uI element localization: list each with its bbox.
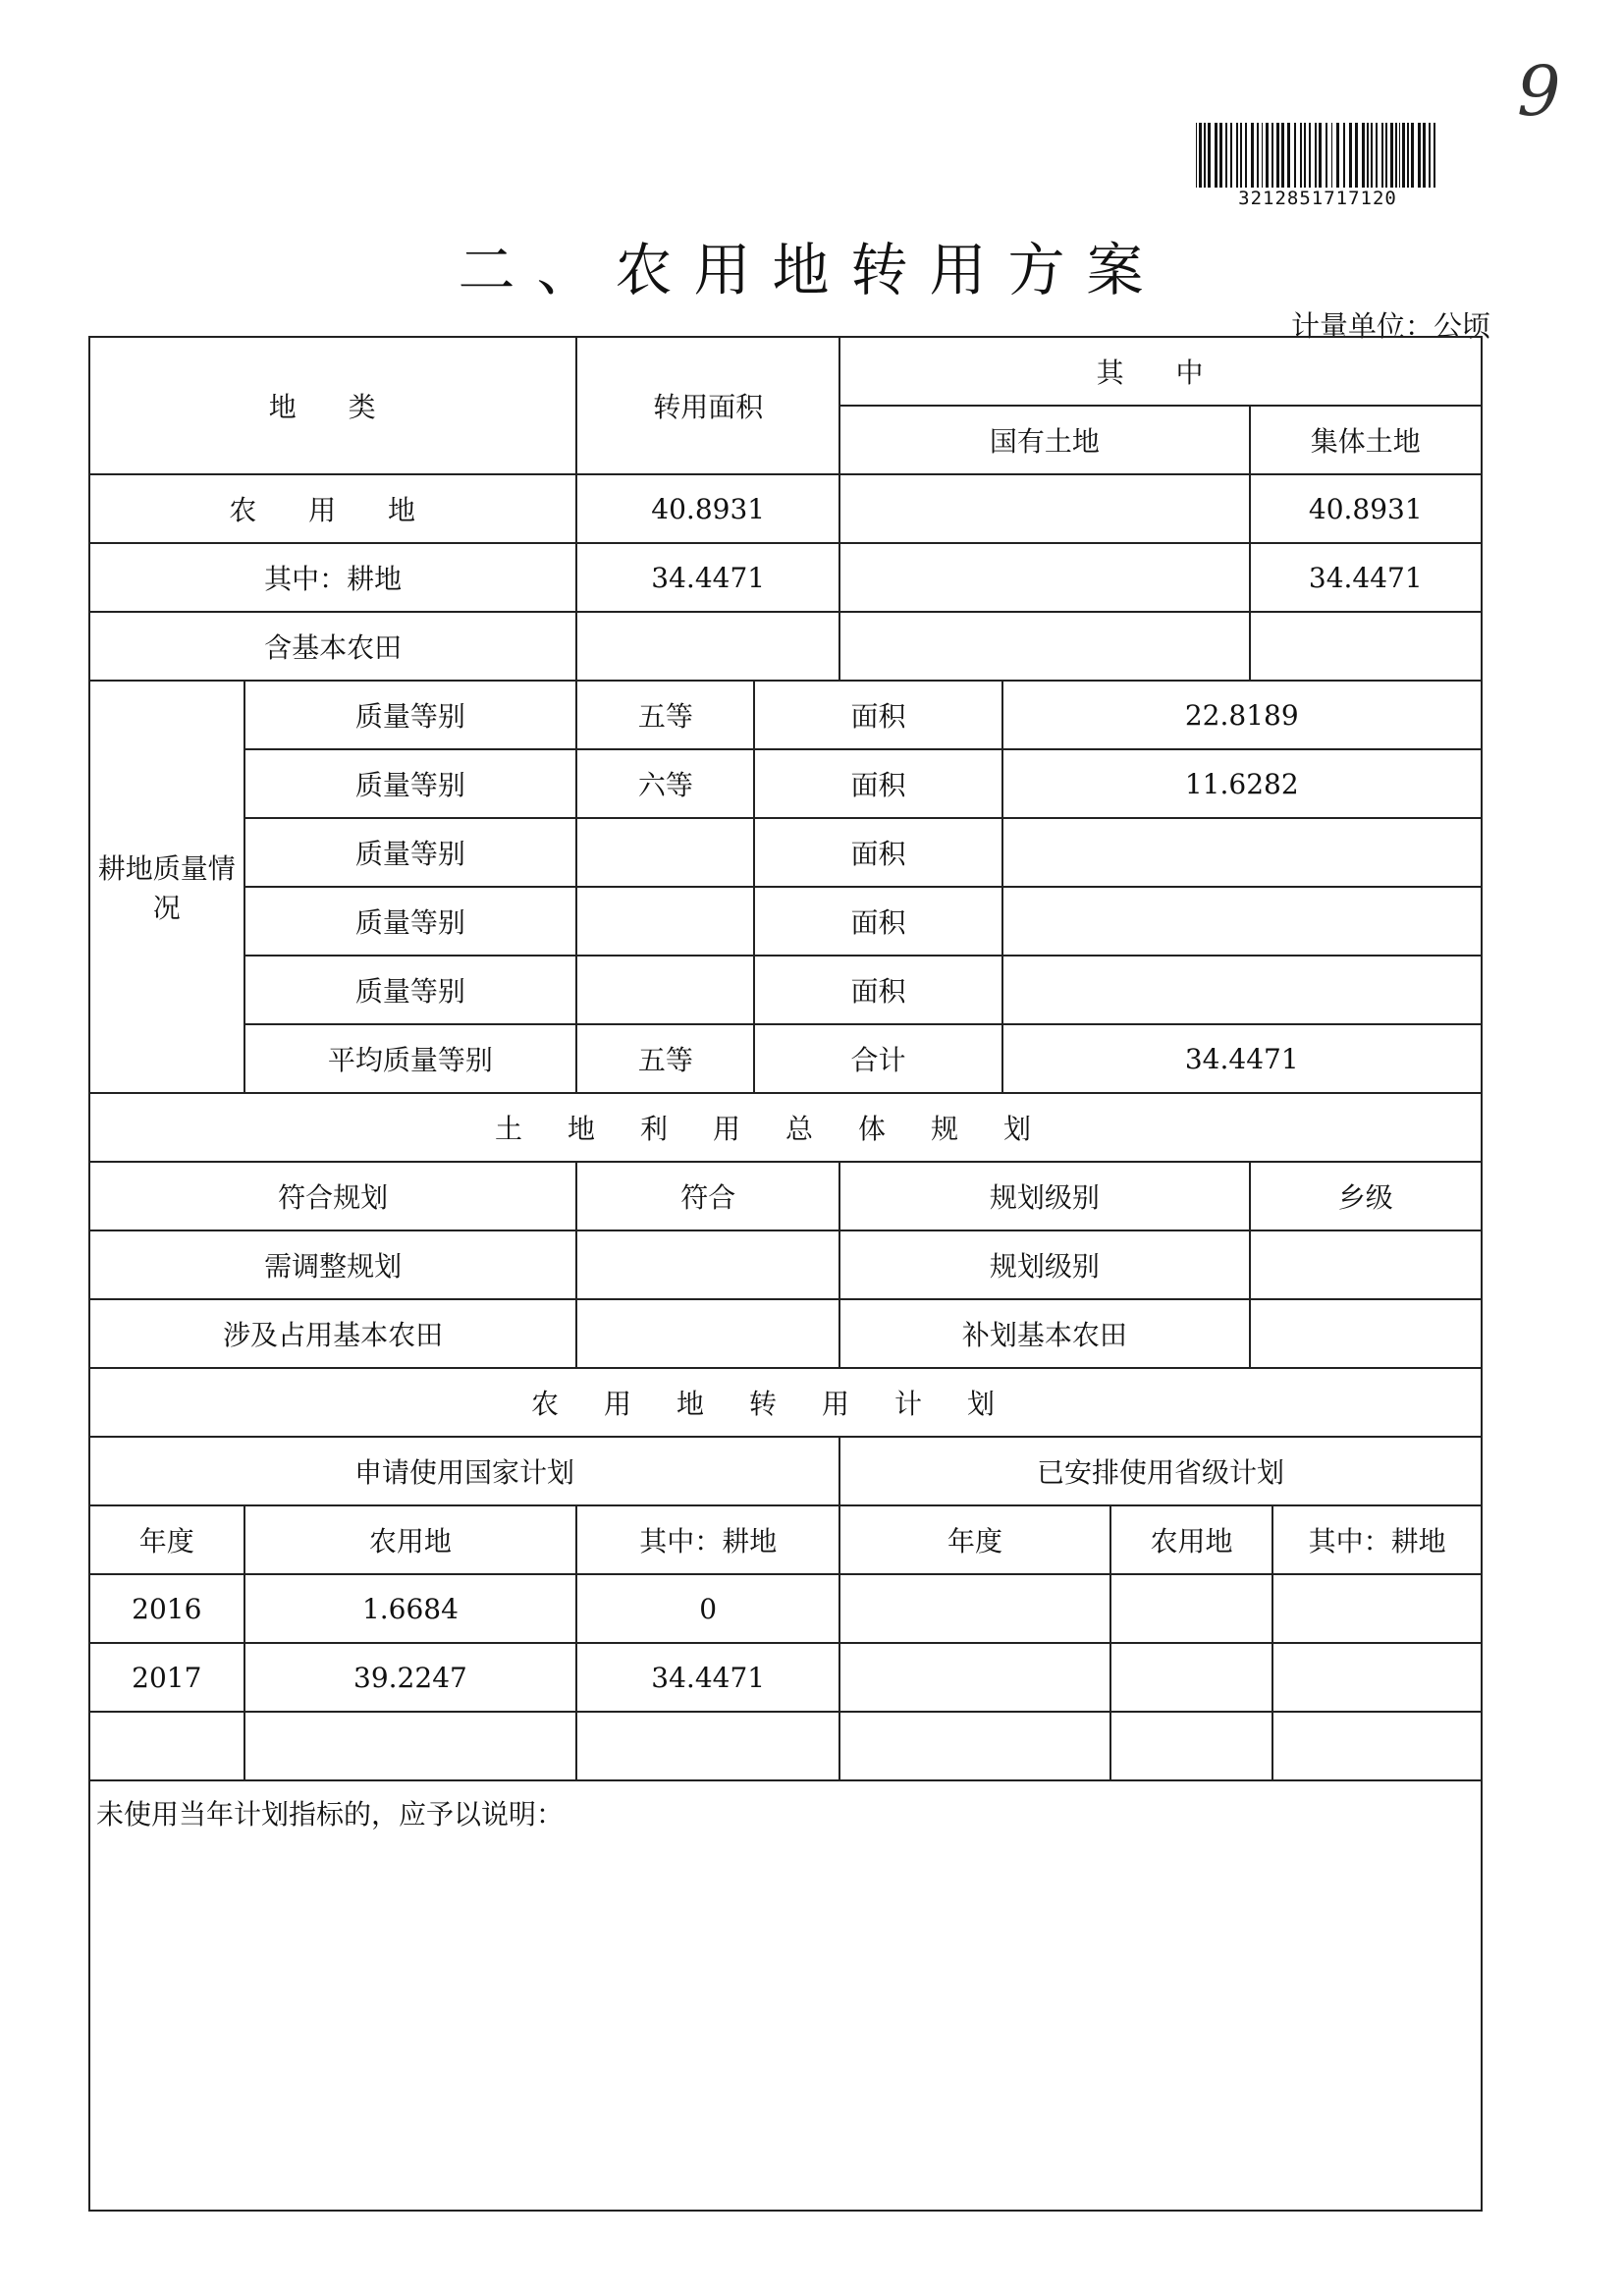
planning-level-label: 规划级别 — [839, 1162, 1249, 1230]
plan-year — [89, 1712, 244, 1780]
col-p-year: 年度 — [839, 1505, 1110, 1574]
row-agri-state — [839, 474, 1249, 543]
plan-arable — [576, 1712, 839, 1780]
plan-year: 2017 — [89, 1643, 244, 1712]
barcode-bar — [1367, 123, 1369, 188]
plan-p-year — [839, 1643, 1110, 1712]
quality-area-value: 11.6282 — [1002, 749, 1482, 818]
barcode-bar — [1371, 123, 1373, 188]
barcode-bar — [1399, 123, 1400, 188]
page-number: 9 — [1517, 51, 1561, 132]
barcode-bar — [1362, 123, 1365, 188]
header-land-type: 地 类 — [89, 337, 576, 474]
row-arable-state — [839, 543, 1249, 612]
note-text: 未使用当年计划指标的，应予以说明： — [96, 1798, 565, 1831]
barcode-bar — [1300, 123, 1302, 188]
plan-p-agri — [1110, 1712, 1272, 1780]
plan-agri: 39.2247 — [244, 1643, 577, 1712]
planning-adjust-value — [576, 1230, 839, 1299]
barcode-bar — [1294, 123, 1296, 188]
barcode-bar — [1219, 123, 1222, 188]
barcode-bar — [1418, 123, 1421, 188]
quality-total-value: 34.4471 — [1002, 1024, 1482, 1093]
row-basic-area — [576, 612, 839, 681]
header-collective-land: 集体土地 — [1250, 406, 1482, 474]
barcode-bar — [1343, 123, 1345, 188]
barcode-bar — [1208, 123, 1211, 188]
barcode-bar — [1411, 123, 1414, 188]
col-p-arable: 其中：耕地 — [1272, 1505, 1482, 1574]
barcode-bar — [1434, 123, 1435, 188]
plan-p-arable — [1272, 1643, 1482, 1712]
barcode-bar — [1331, 123, 1332, 188]
barcode-bar — [1257, 123, 1259, 188]
planning-adjust-label: 需调整规划 — [89, 1230, 576, 1299]
barcode-bar — [1381, 123, 1383, 188]
conversion-table — [88, 336, 1483, 2212]
planning-occupy-label: 涉及占用基本农田 — [89, 1299, 576, 1368]
barcode-bar — [1236, 123, 1238, 188]
header-converted-area: 转用面积 — [576, 337, 839, 474]
row-basic-collective — [1250, 612, 1482, 681]
barcode-bar — [1196, 123, 1197, 188]
quality-area-value: 22.8189 — [1002, 681, 1482, 749]
quality-area-value — [1002, 887, 1482, 956]
quality-grade-label: 质量等别 — [244, 749, 577, 818]
planning-conform-label: 符合规划 — [89, 1162, 576, 1230]
plan-p-agri — [1110, 1574, 1272, 1643]
quality-avg-label: 平均质量等别 — [244, 1024, 577, 1093]
plan-p-arable — [1272, 1574, 1482, 1643]
barcode-bar — [1390, 123, 1393, 188]
plan-p-arable — [1272, 1712, 1482, 1780]
barcode-bar — [1245, 123, 1247, 188]
col-p-agri: 农用地 — [1110, 1505, 1272, 1574]
row-arable-collective: 34.4471 — [1250, 543, 1482, 612]
quality-grade-value — [576, 956, 754, 1024]
quality-grade-label: 质量等别 — [244, 818, 577, 887]
barcode-bar — [1407, 123, 1409, 188]
barcode-bar — [1199, 123, 1202, 188]
provincial-plan-label: 已安排使用省级计划 — [839, 1437, 1482, 1505]
barcode-bar — [1423, 123, 1426, 188]
quality-grade-value — [576, 818, 754, 887]
quality-area-label: 面积 — [754, 956, 1001, 1024]
national-plan-label: 申请使用国家计划 — [89, 1437, 839, 1505]
quality-label: 耕地质量情况 — [89, 681, 244, 1093]
plan-year: 2016 — [89, 1574, 244, 1643]
quality-area-value — [1002, 956, 1482, 1024]
barcode-bar — [1355, 123, 1358, 188]
row-agri-area: 40.8931 — [576, 474, 839, 543]
barcode-bar — [1315, 123, 1317, 188]
barcode-bar — [1204, 123, 1206, 188]
quality-grade-label: 质量等别 — [244, 681, 577, 749]
plan-p-agri — [1110, 1643, 1272, 1712]
header-state-land: 国有土地 — [839, 406, 1249, 474]
barcode-bar — [1336, 123, 1339, 188]
quality-grade-label: 质量等别 — [244, 956, 577, 1024]
barcode-bar — [1271, 123, 1273, 188]
quality-area-value — [1002, 818, 1482, 887]
row-arable-label: 其中：耕地 — [89, 543, 576, 612]
barcode — [1188, 123, 1447, 207]
planning-level-value: 乡级 — [1250, 1162, 1482, 1230]
plan-arable: 0 — [576, 1574, 839, 1643]
col-arable: 其中：耕地 — [576, 1505, 839, 1574]
plan-arable: 34.4471 — [576, 1643, 839, 1712]
row-basic-state — [839, 612, 1249, 681]
barcode-bar — [1395, 123, 1397, 188]
header-among: 其 中 — [839, 337, 1482, 406]
planning-conform-value: 符合 — [576, 1162, 839, 1230]
plan-p-year — [839, 1574, 1110, 1643]
quality-area-label: 面积 — [754, 818, 1001, 887]
quality-grade-label: 质量等别 — [244, 887, 577, 956]
barcode-bar — [1319, 123, 1322, 188]
quality-area-label: 面积 — [754, 887, 1001, 956]
barcode-bar — [1225, 123, 1227, 188]
barcode-number: 3212851717120 — [1238, 188, 1397, 209]
barcode-bar — [1276, 123, 1279, 188]
barcode-bar — [1376, 123, 1378, 188]
barcode-bar — [1230, 123, 1232, 188]
row-agri-collective: 40.8931 — [1250, 474, 1482, 543]
note-box — [89, 1780, 1482, 2211]
barcode-bar — [1281, 123, 1284, 188]
planning-adjust-level-value — [1250, 1230, 1482, 1299]
barcode-bar — [1262, 123, 1263, 188]
barcode-bar — [1251, 123, 1254, 188]
page-title: 二、农用地转用方案 — [458, 237, 1165, 303]
barcode-bar — [1385, 123, 1387, 188]
planning-header: 土地利用总体规划 — [89, 1093, 1482, 1162]
planning-supplement-value — [1250, 1299, 1482, 1368]
plan-p-year — [839, 1712, 1110, 1780]
quality-avg-grade: 五等 — [576, 1024, 754, 1093]
barcode-bar — [1429, 123, 1431, 188]
row-agri-label: 农 用 地 — [89, 474, 576, 543]
plan-agri — [244, 1712, 577, 1780]
plan-agri: 1.6684 — [244, 1574, 577, 1643]
quality-area-label: 面积 — [754, 681, 1001, 749]
barcode-bar — [1349, 123, 1352, 188]
unit-label: 计量单位：公顷 — [1290, 309, 1490, 343]
planning-occupy-value — [576, 1299, 839, 1368]
col-year: 年度 — [89, 1505, 244, 1574]
row-basic-label: 含基本农田 — [89, 612, 576, 681]
planning-supplement-label: 补划基本农田 — [839, 1299, 1249, 1368]
barcode-bar — [1215, 123, 1217, 188]
barcode-bars — [1196, 123, 1441, 188]
barcode-bar — [1402, 123, 1405, 188]
barcode-bar — [1287, 123, 1290, 188]
planning-adjust-level-label: 规划级别 — [839, 1230, 1249, 1299]
quality-area-label: 面积 — [754, 749, 1001, 818]
row-arable-area: 34.4471 — [576, 543, 839, 612]
barcode-bar — [1309, 123, 1311, 188]
conversion-plan-header: 农用地转用计划 — [89, 1368, 1482, 1437]
quality-grade-value — [576, 887, 754, 956]
quality-total-label: 合计 — [754, 1024, 1001, 1093]
barcode-bar — [1325, 123, 1327, 188]
barcode-bar — [1240, 123, 1242, 188]
quality-grade-value: 六等 — [576, 749, 754, 818]
quality-grade-value: 五等 — [576, 681, 754, 749]
col-agri: 农用地 — [244, 1505, 577, 1574]
barcode-bar — [1304, 123, 1306, 188]
barcode-bar — [1266, 123, 1269, 188]
